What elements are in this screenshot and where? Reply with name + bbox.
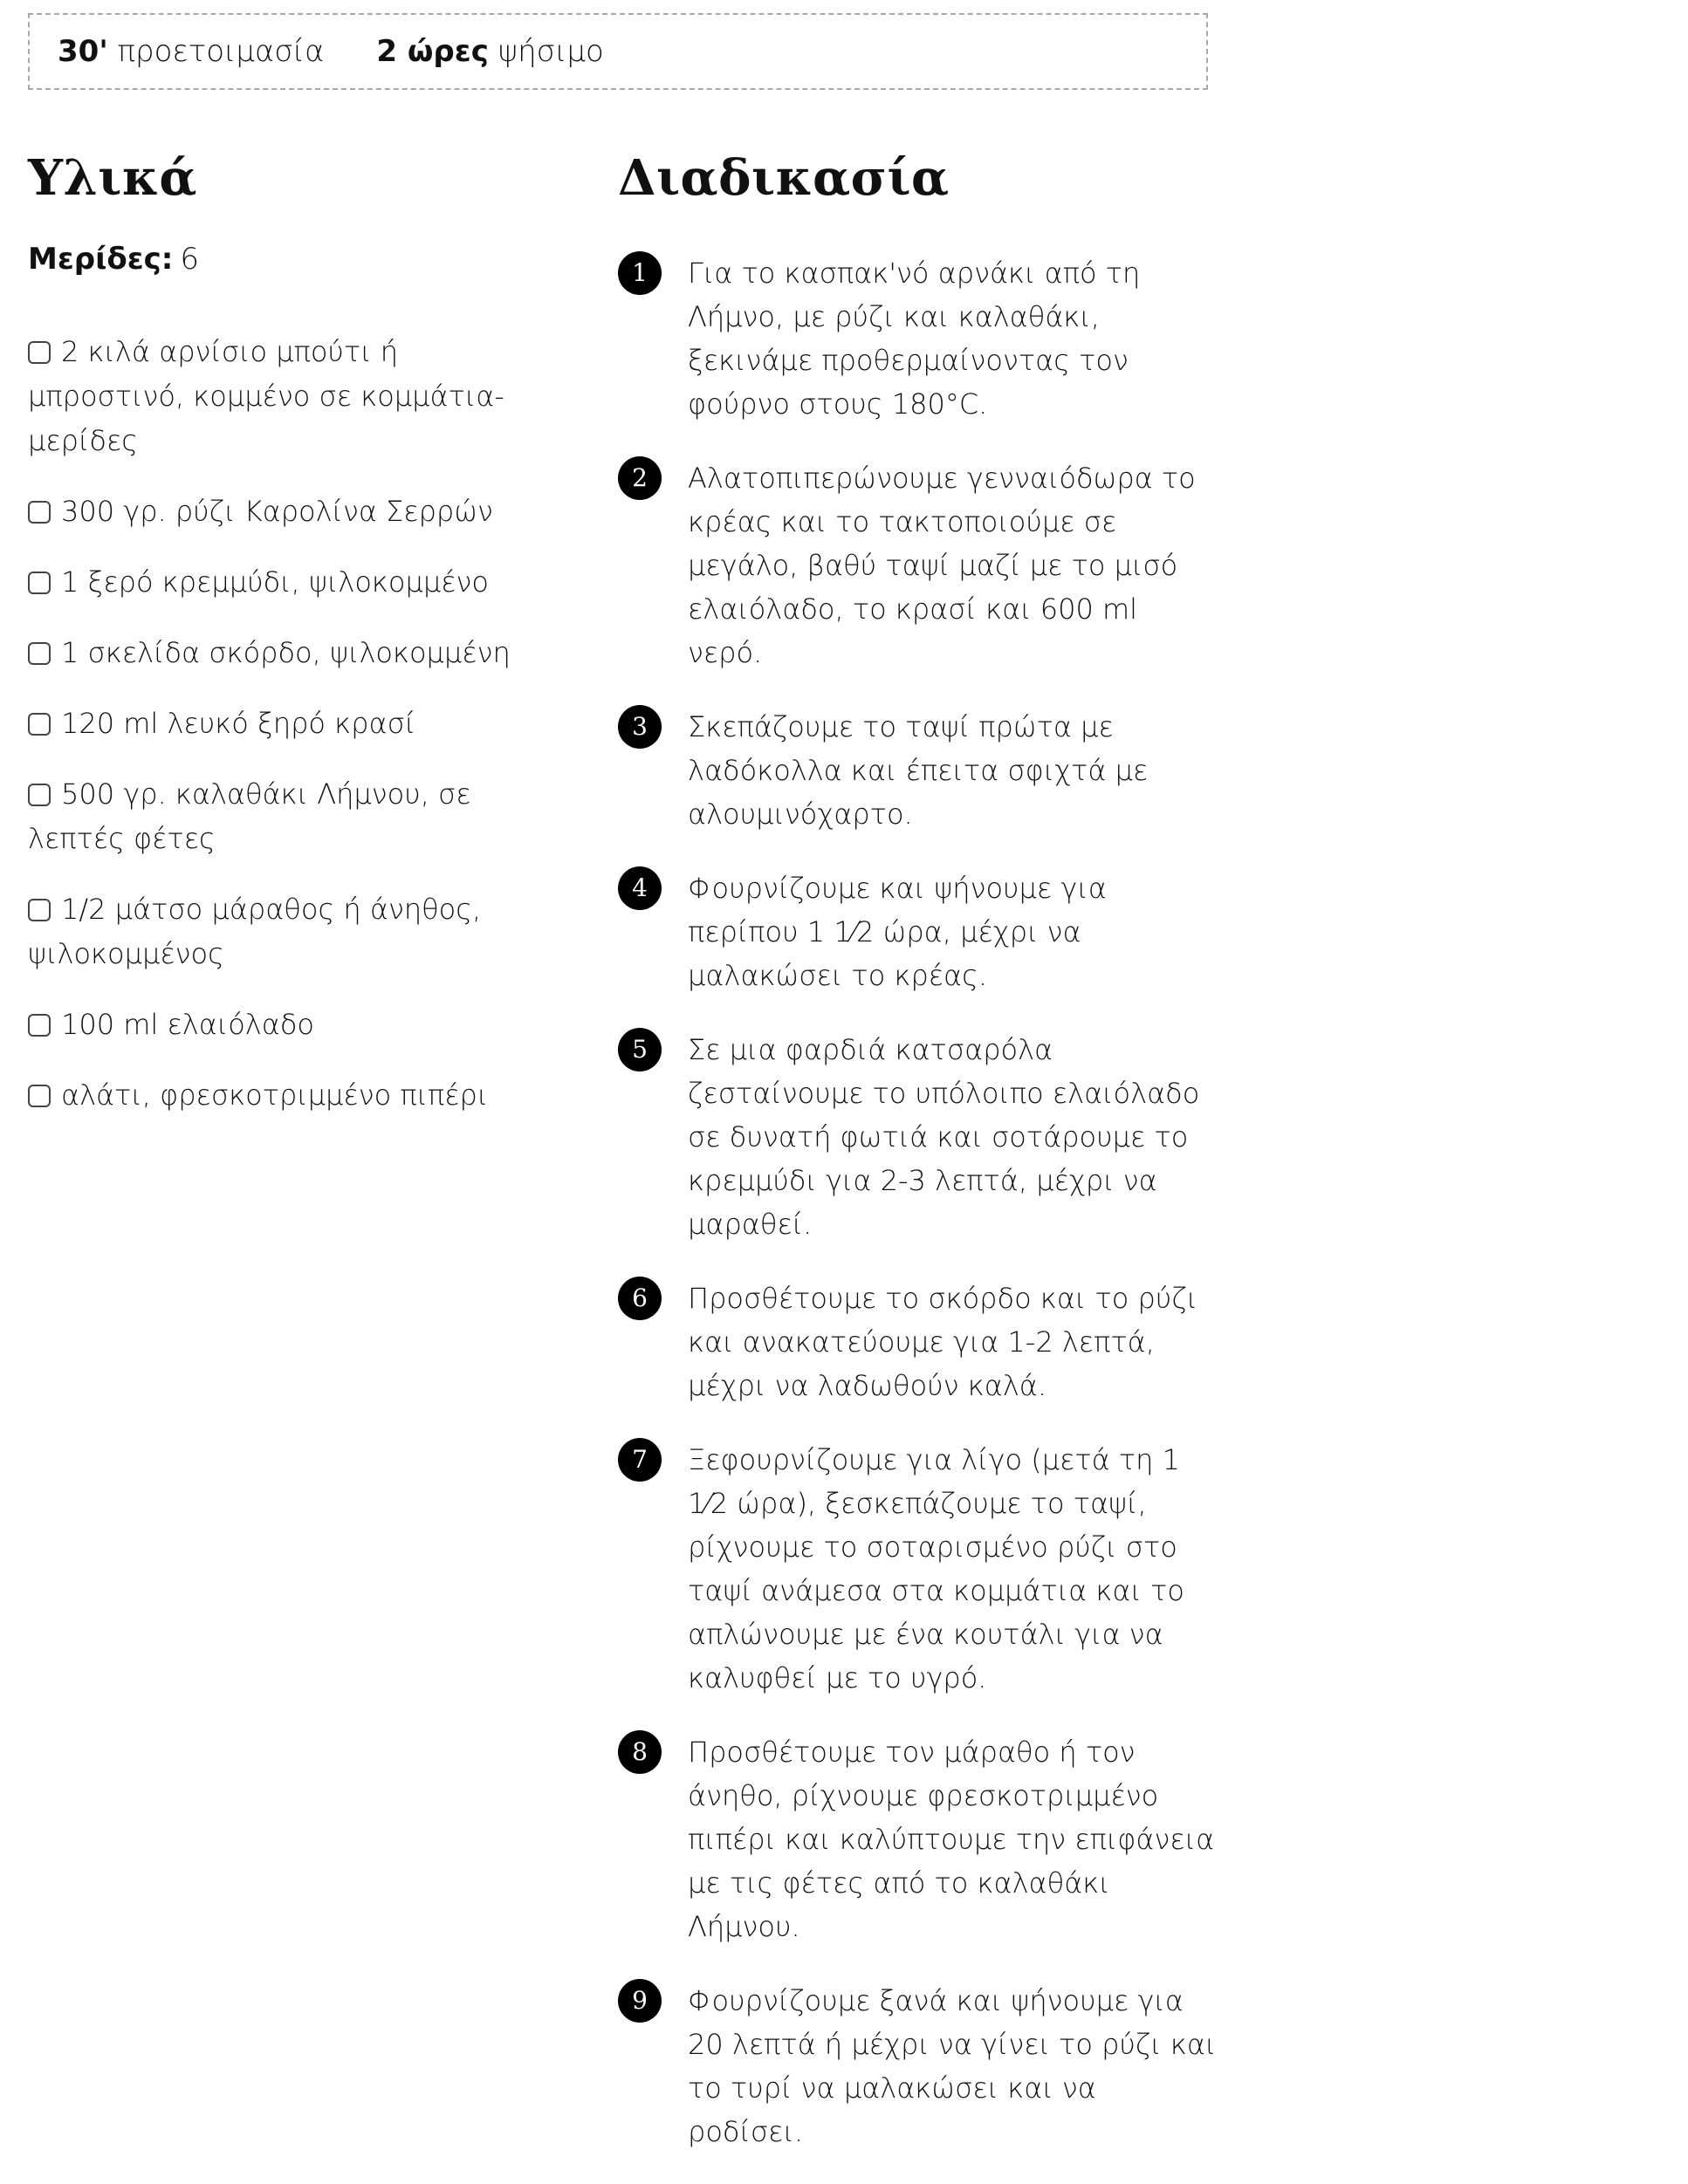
- ingredient-item: [28, 702, 517, 746]
- ingredient-checkbox[interactable]: [28, 784, 51, 806]
- ingredients-title: Υλικά: [28, 149, 197, 207]
- step-number-badge: 1: [618, 251, 662, 295]
- ingredient-checkbox[interactable]: [28, 713, 51, 736]
- cook-time-value: 2 ώρες: [376, 34, 489, 69]
- step-item: [618, 1979, 1220, 2153]
- step-text: Προσθέτουμε το σκόρδο και το ρύζι και ανακατεύουμε για 1-2 λεπτά, μέχρι να λαδωθούν καλά.: [688, 1282, 1198, 1402]
- ingredient-checkbox[interactable]: [28, 642, 51, 665]
- step-number-badge: 8: [618, 1730, 662, 1774]
- step-text: Για το κασπακ'νό αρνάκι από τη Λήμνο, με ρύζι και καλαθάκι, ξεκινάμε προθερμαίνοντας τον φούρνο στους 180°C.: [688, 257, 1141, 421]
- step-text: Ξεφουρνίζουμε για λίγο (μετά τη 1 1⁄2 ώρα), ξεσκεπάζουμε το ταψί, ρίχνουμε το σοταρισμένο ρύζι στο ταψί ανάμεσα στα κομμάτια και το απλώνουμε με ένα κουτάλι για να καλυφθεί με το υγρό.: [688, 1443, 1184, 1694]
- step-item: [618, 1277, 1220, 1407]
- ingredient-text: 120 ml λευκό ξηρό κρασί: [61, 707, 416, 740]
- step-text: Αλατοπιπερώνουμε γενναιόδωρα το κρέας και το τακτοποιούμε σε μεγάλο, βαθύ ταψί μαζί με το μισό ελαιόλαδο, το κρασί και 600 ml νερό.: [688, 462, 1196, 669]
- step-item: [618, 1028, 1220, 1246]
- step-text: Σε μια φαρδιά κατσαρόλα ζεσταίνουμε το υπόλοιπο ελαιόλαδο σε δυνατή φωτιά και σοτάρουμε το κρεμμύδι για 2-3 λεπτά, μέχρι να μαραθεί.: [688, 1033, 1200, 1241]
- cook-time-label: ψήσιμο: [497, 34, 604, 69]
- ingredient-text: 1/2 μάτσο μάραθος ή άνηθος, ψιλοκομμένος: [28, 893, 482, 970]
- ingredient-checkbox[interactable]: [28, 899, 51, 921]
- step-number-badge: 4: [618, 866, 662, 910]
- step-item: [618, 866, 1220, 997]
- ingredient-text: 100 ml ελαιόλαδο: [61, 1008, 314, 1041]
- prep-time: [58, 34, 324, 69]
- step-number-badge: 9: [618, 1979, 662, 2023]
- method-title: Διαδικασία: [618, 149, 950, 207]
- ingredient-text: αλάτι, φρεσκοτριμμένο πιπέρι: [61, 1078, 489, 1112]
- ingredient-text: 1 ξερό κρεμμύδι, ψιλοκομμένο: [61, 565, 489, 599]
- recipe-times-bar: [28, 13, 1208, 90]
- ingredient-checkbox[interactable]: [28, 1014, 51, 1037]
- ingredient-text: 2 κιλά αρνίσιο μπούτι ή μπροστινό, κομμένο σε κομμάτια-μερίδες: [28, 335, 504, 457]
- servings-label: Μερίδες:: [28, 242, 174, 277]
- ingredients-column: [28, 140, 517, 1144]
- ingredient-item: [28, 1073, 517, 1118]
- ingredient-text: 300 γρ. ρύζι Καρολίνα Σερρών: [61, 495, 493, 528]
- step-text: Προσθέτουμε τον μάραθο ή τον άνηθο, ρίχνουμε φρεσκοτριμμένο πιπέρι και καλύπτουμε την επιφάνεια με τις φέτες από το καλαθάκι Λήμνου.: [688, 1736, 1215, 1943]
- ingredient-checkbox[interactable]: [28, 501, 51, 524]
- step-number-badge: 3: [618, 705, 662, 749]
- ingredient-checkbox[interactable]: [28, 1085, 51, 1107]
- ingredient-item: [28, 772, 517, 861]
- prep-time-value: 30': [58, 34, 108, 69]
- step-item: [618, 705, 1220, 836]
- servings: [28, 237, 517, 281]
- ingredient-item: [28, 330, 517, 463]
- method-column: [618, 140, 1220, 2184]
- cook-time: [376, 34, 603, 69]
- ingredient-item: [28, 1003, 517, 1047]
- ingredient-item: [28, 631, 517, 675]
- ingredient-item: [28, 887, 517, 976]
- step-text: Φουρνίζουμε ξανά και ψήνουμε για 20 λεπτά ή μέχρι να γίνει το ρύζι και το τυρί να μαλακώσει και να ροδίσει.: [688, 1984, 1217, 2148]
- step-item: [618, 251, 1220, 426]
- ingredient-text: 500 γρ. καλαθάκι Λήμνου, σε λεπτές φέτες: [28, 777, 471, 855]
- ingredient-text: 1 σκελίδα σκόρδο, ψιλοκομμένη: [61, 636, 511, 669]
- step-number-badge: 7: [618, 1438, 662, 1482]
- step-text: Φουρνίζουμε και ψήνουμε για περίπου 1 1⁄2 ώρα, μέχρι να μαλακώσει το κρέας.: [688, 872, 1107, 992]
- ingredient-list: [28, 330, 517, 1118]
- ingredient-item: [28, 490, 517, 534]
- step-number-badge: 2: [618, 456, 662, 500]
- step-number-badge: 5: [618, 1028, 662, 1071]
- prep-time-label: προετοιμασία: [117, 34, 325, 69]
- ingredient-checkbox[interactable]: [28, 341, 51, 364]
- step-item: [618, 1438, 1220, 1700]
- step-item: [618, 1730, 1220, 1948]
- step-item: [618, 456, 1220, 674]
- step-text: Σκεπάζουμε το ταψί πρώτα με λαδόκολλα και έπειτα σφιχτά με αλουμινόχαρτο.: [688, 710, 1149, 831]
- ingredient-item: [28, 560, 517, 605]
- step-list: [618, 251, 1220, 2153]
- servings-value: 6: [180, 242, 200, 277]
- ingredient-checkbox[interactable]: [28, 572, 51, 594]
- step-number-badge: 6: [618, 1277, 662, 1320]
